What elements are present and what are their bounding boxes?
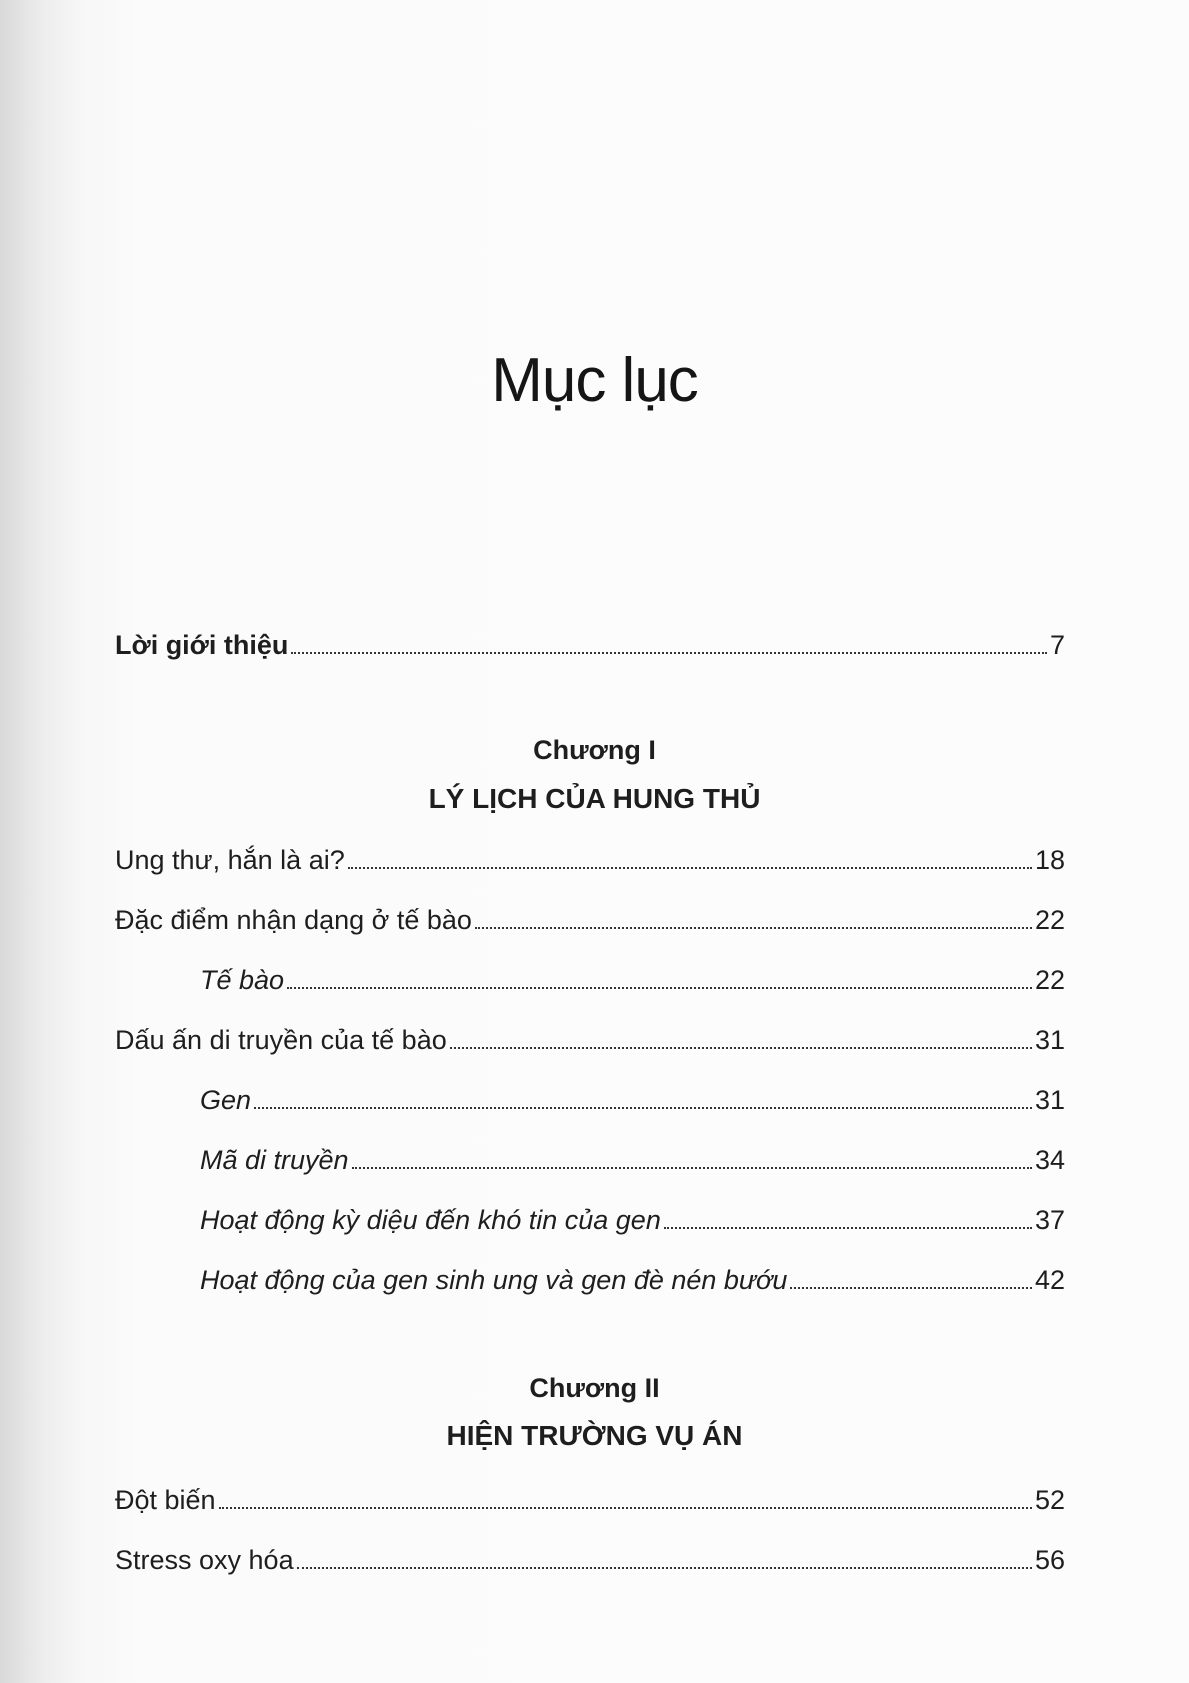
toc-entry-label: Lời giới thiệu <box>115 630 289 660</box>
toc-entry-page: 7 <box>1049 630 1065 660</box>
dot-leader <box>352 1167 1032 1169</box>
page-title: Mục lục <box>491 346 698 415</box>
dot-leader <box>254 1107 1032 1109</box>
dot-leader <box>664 1227 1032 1229</box>
dot-leader <box>287 987 1032 989</box>
chapter-number: Chương II <box>529 1373 660 1403</box>
toc-entry-label: Hoạt động của gen sinh ung và gen đè nén bướu <box>200 1265 788 1295</box>
dot-leader <box>475 927 1032 929</box>
dot-leader <box>790 1287 1032 1289</box>
toc-subentry[interactable] <box>200 1200 1065 1236</box>
dot-leader <box>291 652 1047 654</box>
toc-subentry[interactable] <box>200 1260 1065 1296</box>
toc-subentry[interactable] <box>200 1080 1065 1116</box>
toc-entry-intro[interactable] <box>115 625 1065 661</box>
toc-entry[interactable] <box>115 840 1065 876</box>
toc-entry-page: 31 <box>1034 1085 1065 1115</box>
toc-entry-label: Đặc điểm nhận dạng ở tế bào <box>115 905 472 935</box>
toc-entry-page: 22 <box>1034 905 1065 935</box>
dot-leader <box>450 1047 1032 1049</box>
toc-entry-label: Mã di truyền <box>200 1145 349 1175</box>
toc-entry[interactable] <box>115 1480 1065 1516</box>
chapter-title: HIỆN TRƯỜNG VỤ ÁN <box>446 1420 743 1451</box>
toc-entry-page: 37 <box>1034 1205 1065 1235</box>
chapter-number: Chương I <box>533 735 656 765</box>
dot-leader <box>219 1507 1032 1509</box>
toc-entry-label: Gen <box>200 1085 252 1115</box>
toc-entry[interactable] <box>115 1020 1065 1056</box>
toc-entry-page: 52 <box>1034 1485 1065 1515</box>
toc-entry-page: 56 <box>1034 1545 1065 1575</box>
toc-entry-page: 34 <box>1034 1145 1065 1175</box>
toc-entry-label: Hoạt động kỳ diệu đến khó tin của gen <box>200 1205 661 1235</box>
toc-subentry[interactable] <box>200 960 1065 996</box>
toc-entry-label: Tế bào <box>200 965 285 995</box>
toc-entry-label: Stress oxy hóa <box>115 1545 294 1575</box>
toc-entry-label: Dấu ấn di truyền của tế bào <box>115 1025 447 1055</box>
toc-entry-label: Đột biến <box>115 1485 216 1515</box>
toc-subentry[interactable] <box>200 1140 1065 1176</box>
chapter-title: LÝ LỊCH CỦA HUNG THỦ <box>428 783 761 814</box>
dot-leader <box>348 867 1032 869</box>
toc-entry-page: 31 <box>1034 1025 1065 1055</box>
toc-entry-label: Ung thư, hắn là ai? <box>115 845 345 875</box>
dot-leader <box>297 1567 1032 1569</box>
toc-entry-page: 42 <box>1034 1265 1065 1295</box>
toc-entry[interactable] <box>115 900 1065 936</box>
toc-entry[interactable] <box>115 1540 1065 1576</box>
toc-entry-page: 18 <box>1034 845 1065 875</box>
toc-entry-page: 22 <box>1034 965 1065 995</box>
